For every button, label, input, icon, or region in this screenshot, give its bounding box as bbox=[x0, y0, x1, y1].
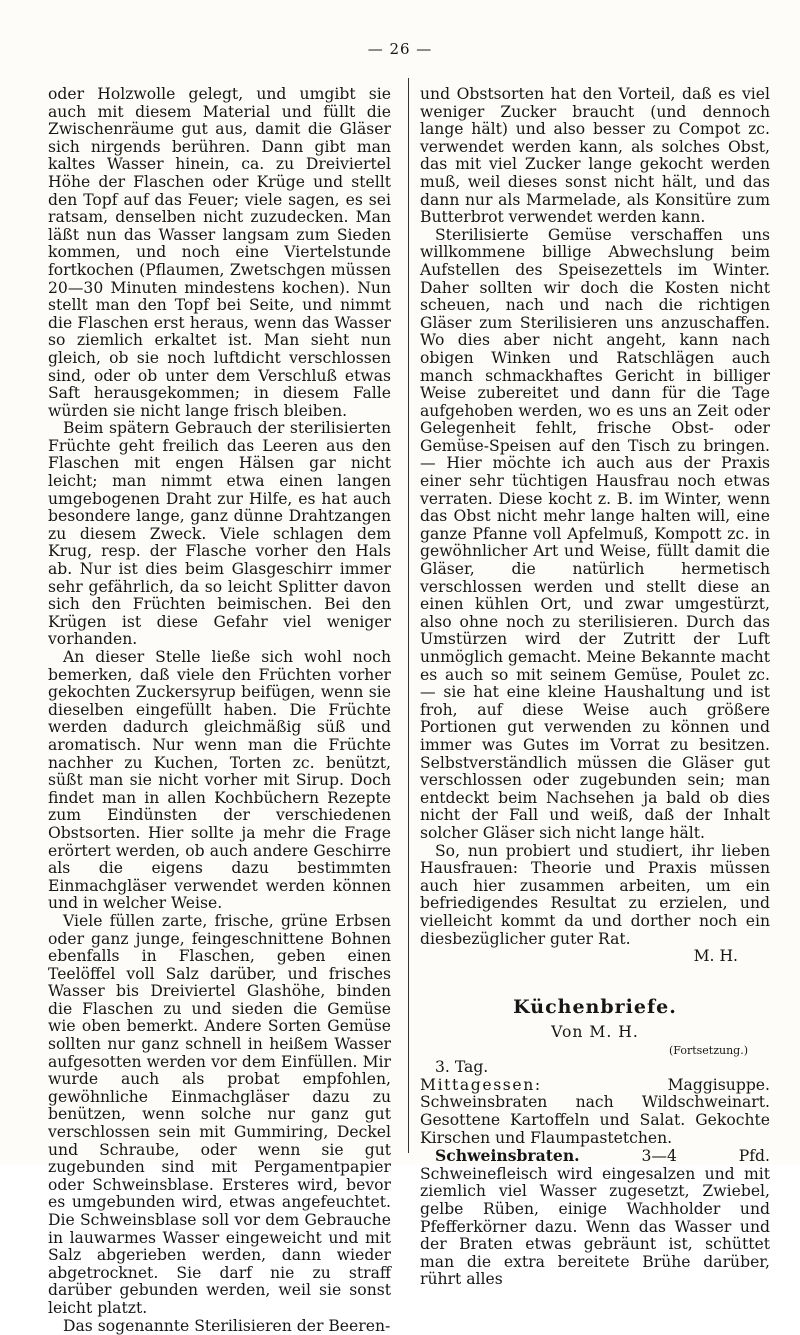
article-byline: Von M. H. bbox=[551, 1022, 639, 1041]
paragraph: oder Holzwolle gelegt, und umgibt sie auch mit diesem Material und füllt die Zwischenräume gut aus, damit die Gläser sich nirgends berühren. Dann gibt man kaltes Wasser hinein, ca. zu Dreiviertel Höhe der Flaschen oder Krüge und stellt den Topf auf das Feuer; viele sagen, es sei ratsam, denselben nicht zuzudecken. Man läßt nun das Wasser langsam zum Sieden kommen, und noch eine Viertelstunde fortkochen (Pflaumen, Zwetschgen müssen 20—30 Minuten mindestens kochen). Nun stellt man den Topf bei Seite, und nimmt die Flaschen erst heraus, wenn das Wasser so ziemlich erkaltet ist. Man sieht nun gleich, ob sie noch luftdicht verschlossen sind, oder ob unter dem Verschluß etwas Saft herausgekommen; in diesem Falle würden sie nicht lange frisch bleiben. bbox=[48, 85, 391, 420]
page-number: — 26 — bbox=[367, 40, 433, 58]
paragraph: Beim spätern Gebrauch der sterilisierten Früchte geht freilich das Leeren aus den Flaschen mit engen Hälsen gar nicht leicht; man nimmt etwa einen langen umgebogenen Draht zur Hilfe, es hat auch besondere lange, ganz dünne Drahtzangen zu diesem Zweck. Viele schlagen dem Krug, resp. der Flasche vorher den Hals ab. Nur ist dies beim Glasgeschirr immer sehr gefährlich, da so leicht Splitter davon sich den Früchten beimischen. Bei den Krügen ist diese Gefahr viel weniger vorhanden. bbox=[48, 419, 391, 649]
menu-text: Maggisuppe. Schweinsbraten nach Wildschweinart. Gesottene Kartoffeln und Salat. Gekochte Kirschen und Flaumpastetchen. bbox=[420, 1075, 770, 1147]
left-column bbox=[48, 86, 391, 1335]
paragraph: So, nun probiert und studiert, ihr lieben Hausfrauen: Theorie und Praxis müssen auch hier zusammen arbeiten, um ein befriedigendes Resultat zu erzielen, und vielleicht kommt da und dorther noch ein diesbezüglicher guter Rat. bbox=[420, 841, 770, 948]
recipe-label: Schweinsbraten. bbox=[435, 1146, 580, 1166]
right-column bbox=[420, 86, 770, 1289]
column-divider bbox=[408, 78, 409, 1153]
recipe-paragraph bbox=[420, 1147, 770, 1289]
signature: M. H. bbox=[693, 947, 738, 966]
paragraph: Sterilisierte Gemüse verschaffen uns willkommene billige Abwechslung beim Aufstellen des Speisezettels im Winter. Daher sollten wir doch die Kosten nicht scheuen, nach und nach die richtigen Gläser zum Sterilisieren uns anzuschaffen. Wo dies aber nicht angeht, kann nach obigen Winken und Ratschlägen auch manch schmackhaftes Gericht in billiger Weise zubereitet und dann für die Tage aufgehoben werden, wo es uns an Zeit oder Gelegenheit fehlt, frische Obst- oder Gemüse-Speisen auf den Tisch zu bringen. — Hier möchte ich auch aus der Praxis einer sehr tüchtigen Hausfrau noch etwas verraten. Diese kocht z. B. im Winter, wenn das Obst nicht mehr lange halten will, eine ganze Pfanne voll Apfelmuß, Kompott zc. in gewöhnlicher Art und Weise, füllt damit die Gläser, die natürlich hermetisch verschlossen werden und stellt diese an einen kühlen Ort, und zwar umgestürzt, also ohne noch zu sterilisieren. Durch das Umstürzen wird der Zutritt der Luft unmöglich gemacht. Meine Bekannte macht es auch so mit seinem Gemüse, Poulet zc. — sie hat eine kleine Haushaltung und ist froh, auf diese Weise auch größere Portionen gut verwenden zu können und immer was Gutes im Vorrat zu besitzen. Selbstverständlich müssen die Gläser gut verschlossen oder zugebunden sein; man entdeckt beim Nachsehen ja bald ob dies nicht der Fall und weiß, daß der Inhalt solcher Gläser sich nicht lange hält. bbox=[420, 225, 770, 842]
recipe-text: 3—4 Pfd. Schweinefleisch wird eingesalzen und mit ziemlich viel Wasser zugesetzt, Zwiebel, gelbe Rüben, einige Wachholder und Pfefferkörner dazu. Wenn das Wasser und der Braten etwas gebräunt ist, schüttet man die extra bereitete Brühe darüber, rührt alles bbox=[420, 1147, 770, 1289]
menu-paragraph bbox=[420, 1077, 770, 1147]
day-label: 3. Tag. bbox=[435, 1058, 489, 1077]
paragraph: und Obstsorten hat den Vorteil, daß es viel weniger Zucker braucht (und dennoch lange hält) und also besser zu Compot zc. verwendet werden kann, als solches Obst, das mit viel Zucker lange gekocht werden muß, weil dieses sonst nicht hält, und das dann nur als Marmelade, als Konsitüre zum Butterbrot verwendet werden kann. bbox=[420, 85, 770, 227]
paragraph: Viele füllen zarte, frische, grüne Erbsen oder ganz junge, feingeschnittene Bohnen ebenfalls in Flaschen, geben einen Teelöffel voll Salz darüber, und frisches Wasser bis Dreiviertel Glashöhe, binden die Flaschen zu und sieden die Gemüse wie oben bemerkt. Andere Sorten Gemüse sollten nur ganz schnell in heißem Wasser aufgesotten werden vor dem Einfüllen. Mir wurde auch als probat empfohlen, gewöhnliche Einmachgläser dazu zu benützen, wenn solche nur ganz gut verschlossen sein mit Gummiring, Deckel und Schraube, oder wenn sie gut zugebunden sind mit Pergamentpapier oder Schweinsblase. Ersteres wird, bevor es umgebunden wird, etwas angefeuchtet. Die Schweinsblase soll vor dem Gebrauche in lauwarmes Wasser eingeweicht und mit Salz abgerieben werden, dann wieder abgetrocknet. Sie darf nie zu straff darüber gebunden werden, weil sie sonst leicht platzt. bbox=[48, 911, 391, 1317]
paragraph: An dieser Stelle ließe sich wohl noch bemerken, daß viele den Früchten vorher gekochten Zuckersyrup beifügen, wenn sie dieselben eingefüllt haben. Die Früchte werden dadurch gleichmäßig süß und aromatisch. Nur wenn man die Früchte nachher zu Kuchen, Torten zc. benützt, süßt man sie nicht vorher mit Sirup. Doch findet man in allen Kochbüchern Rezepte zum Eindünsten der verschiedenen Obstsorten. Hier sollte ja mehr die Frage erörtert werden, ob auch andere Geschirre als die eigens dazu bestimmten Einmachgläser verwendet werden können und in welcher Weise. bbox=[48, 648, 391, 913]
menu-label: Mittagessen: bbox=[420, 1075, 542, 1094]
continued-note: (Fortsetzung.) bbox=[669, 1044, 748, 1058]
article-heading: Küchenbriefe. bbox=[513, 995, 677, 1018]
paragraph: Das sogenannte Sterilisieren der Beeren- bbox=[63, 1316, 391, 1335]
